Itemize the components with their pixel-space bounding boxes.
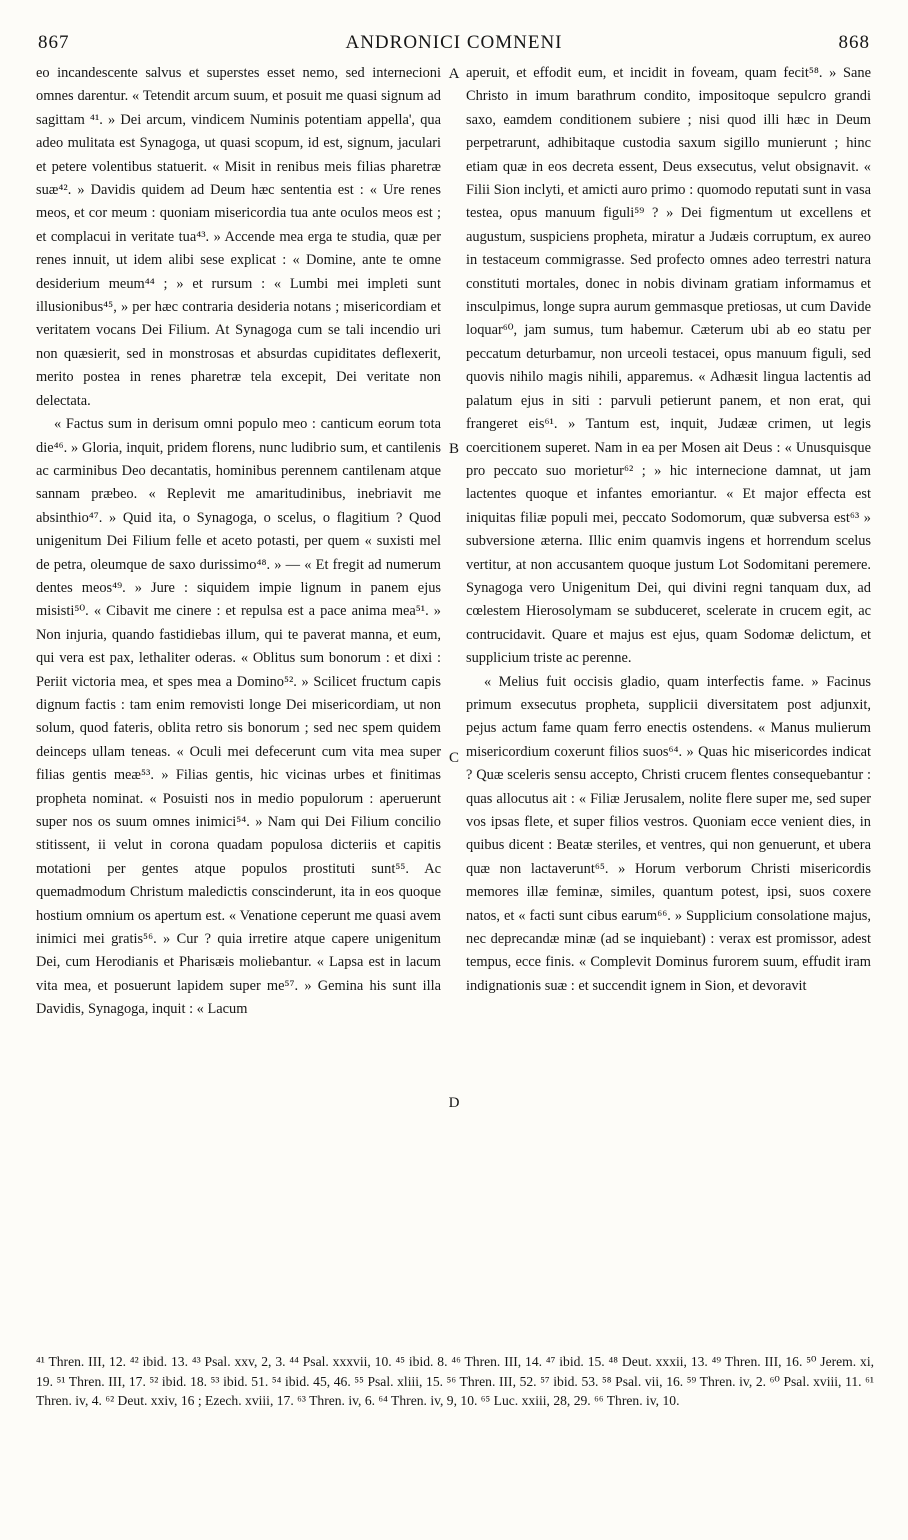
page-number-left: 867	[38, 32, 70, 53]
margin-marker-a: A	[448, 66, 460, 82]
paragraph: « Factus sum in derisum omni populo meo : canticum eorum tota die⁴⁶. » Gloria, inquit, pridem florens, nunc ludibrio sum, et cantilenis ac carminibus Deo decantatis, hominibus perennem cantilenam atque sannam præbeo. « Replevit me amaritudinibus, inebriavit me absinthio⁴⁷. » Quid ita, o Synagoga, o scelus, o flagitium ? Quod unigenitum Dei Filium felle et aceto potasti, per quem « suxisti mel de petra, oleumque de saxo durissimo⁴⁸. » — « Et fregit ad numerum dentes meos⁴⁹. » Jure : siquidem impie lignum in panem ejus misisti⁵⁰. « Cibavit me cinere : et repulsa est a pace anima mea⁵¹. » Non injuria, quando fastidiebas illum, qui te paverat manna, et eum, qui vera est pax, lethaliter oderas. « Oblitus sum bonorum : et dixi : Periit victoria mea, et spes mea a Domino⁵². » Scilicet fructum capis dignum factis : tam enim removisti longe Dei misericordiam, ut non solum, quod fateris, oblita retro sis bonorum ; sed nec spem quidem deinceps ullam teneas. « Oculi mei defecerunt cum vita mea super filias gentis meæ⁵³. » Filias gentis, hic vicinas urbes et finitimas propheta nominat. « Posuisti nos in medio populorum : aperuerunt super nos os suum omnes inimici⁵⁴. » Nam qui Dei Filium concilio stitissent, ii velut in corona quadam populosa dicteriis et capitis motationi per gentes atque populos prostituti sunt⁵⁵. Ac quemadmodum Christum maledictis conscinderunt, ita in eos quoque hostium omnium os apertum est. « Venatione ceperunt me quasi avem inimici mei gratis⁵⁶. » Cur ? quia irretire atque capere unigenitum Dei, cum Herodianis et Pharisæis moliebantur. « Lapsa est in lacum vita mea, et posuerunt lapidem super me⁵⁷. » Gemina his sunt illa Davidis, Synagoga, inquit : « Lacum	[36, 416, 441, 1018]
margin-marker-d: D	[448, 1095, 460, 1111]
paragraph: « Melius fuit occisis gladio, quam interfectis fame. » Facinus primum exsecutus propheta, supplicii diversitatem post adjunxit, pejus actum fame quam ferro enectis ostendens. « Manus mulierum misericordium coxerunt filios suos⁶⁴. » Quas hic misericordes indicat ? Quæ sceleris sensu accepto, Christi crucem flentes consequebantur : quas allocutus ait : « Filiæ Jerusalem, nolite flere super me, sed super vos ipsas flete, et super filios vestros. Quoniam ecce venient dies, in quibus dicent : Beatæ steriles, et ventres, qui non genuerunt, et ubera quæ non lactaverunt⁶⁵. » Horum verborum Christi misericordis memores illæ feminæ, similes, quantum potest, ipsi, suos coxere natos, et « facti sunt cibus earum⁶⁶. » Supplicium consolatione majus, nec deprecandæ minæ (ad se inquiebant) : verax est promissor, adest tempus, ecce finis. « Complevit Dominus furorem suum, effudit iram indignationis suæ : et succendit ignem in Sion, et devoravit	[466, 673, 871, 994]
running-title: ANDRONICI COMNENI	[345, 32, 563, 53]
margin-marker-c: C	[448, 750, 459, 766]
paragraph: aperuit, et effodit eum, et incidit in foveam, quam fecit⁵⁸. » Sane Christo in imum barathrum condito, impositoque sepulcro grandi saxo, eamdem conditionem subiere ; nisi quod illi hæc in Deum perpetrarunt, adhibitaque custodia saxum sigillo munierunt ; hinc etiam quæ in eos decreta essent, Deus exsecutus, velut obsignavit. « Filii Sion inclyti, et amicti auro primo : quomodo reputati sunt in vasa testea, opus manuum figuli⁵⁹ ? » Dei figmentum ut excellens et augustum, suspiciens propheta, miratur a Judæis corruptum, ex aureo in testaceum commigrasse. Sed profecto omnes adeo terrestri natura constituti mortales, donec in nobis divinam gratiam informamus et insculpimus, longe supra aurum gemmasque pretiosas, ut cum Davide loquar⁶⁰, jam sumus, tum habemur. Cæterum ubi ab eo statu per peccatum deturbamur, non urceoli testacei, opus manuum figuli, sed quovis nihilo magis nihili, apparemus. « Adhæsit lingua lactentis ad palatum ejus in siti : parvuli petierunt panem, et non erat, qui frangeret eis⁶¹. » Tantum est, inquit, Judææ crimen, ut legis coercitionem superet. Nam in ea per Mosen ait Deus : « Unusquisque pro peccato suo morietur⁶² ; » hic internecione damnat, ut jam lactentes quoque et infantes emoriantur. « Et major effecta est iniquitas filiæ populi mei, peccato Sodomorum, quæ subversa est⁶³ » subversione æterna. Illic enim quamvis ingens et horrendum scelus vertitur, at non accusantem quoque justum Lot Sodomitani peremere. Synagoga vero Unigenitum Dei, qui divini regni tanquam dux, ad cœlestem Hierosolymam se subduceret, scelerate in crucem egit, ac contrucidavit. Quare et majus est ejus, quam Sodomæ delictum, et supplicium triste ac perenne.	[466, 65, 871, 667]
right-column	[466, 62, 871, 998]
running-header	[38, 32, 870, 58]
page-number-right: 868	[838, 32, 870, 53]
margin-marker-b: B	[448, 441, 459, 457]
left-column	[36, 62, 441, 1022]
paragraph: eo incandescente salvus et superstes esset nemo, sed internecioni omnes darentur. « Tetendit arcum suum, et posuit me quasi signum ad sagittam ⁴¹. » Dei arcum, vindicem Numinis potentiam appella', qua adeo mulitata est Synagoga, ut quasi scopum, id est, signum, jaculari et petere volentibus statuerit. « Misit in renibus meis filias pharetræ suæ⁴². » Davidis quidem ad Deum hæc sententia est : « Ure renes meos, et cor meum : quoniam misericordia tua ante oculos meos est ; et complacui in veritate tua⁴³. » Accende mea erga te studia, quæ per renes innuit, ut idem alibi sese explicat : « Domine, ante te omne desiderium meum⁴⁴ ; » et rursum : « Lumbi mei impleti sunt illusionibus⁴⁵, » per hæc contraria desideria notans ; misericordiam et veritatem vocans Dei Filium. At Synagoga cum se tali incendio uri non quæsierit, sed in monstrosas et absurdas cupiditates deflexerit, merito postea in renes pharetræ tela excepit, Dei veritate non delectata.	[36, 65, 441, 409]
footnotes: ⁴¹ Thren. III, 12. ⁴² ibid. 13. ⁴³ Psal. xxv, 2, 3. ⁴⁴ Psal. xxxvii, 10. ⁴⁵ ibid. 8. ⁴⁶ Thren. III, 14. ⁴⁷ ibid. 15. ⁴⁸ Deut. xxxii, 13. ⁴⁹ Thren. III, 16. ⁵⁰ Jerem. xi, 19. ⁵¹ Thren. III, 17. ⁵² ibid. 18. ⁵³ ibid. 51. ⁵⁴ ibid. 45, 46. ⁵⁵ Psal. xliii, 15. ⁵⁶ Thren. III, 52. ⁵⁷ ibid. 53. ⁵⁸ Psal. vii, 16. ⁵⁹ Thren. iv, 2. ⁶⁰ Psal. xviii, 11. ⁶¹ Thren. iv, 4. ⁶² Deut. xxiv, 16 ; Ezech. xviii, 17. ⁶³ Thren. iv, 6. ⁶⁴ Thren. iv, 9, 10. ⁶⁵ Luc. xxiii, 28, 29. ⁶⁶ Thren. iv, 10.	[36, 1354, 874, 1408]
